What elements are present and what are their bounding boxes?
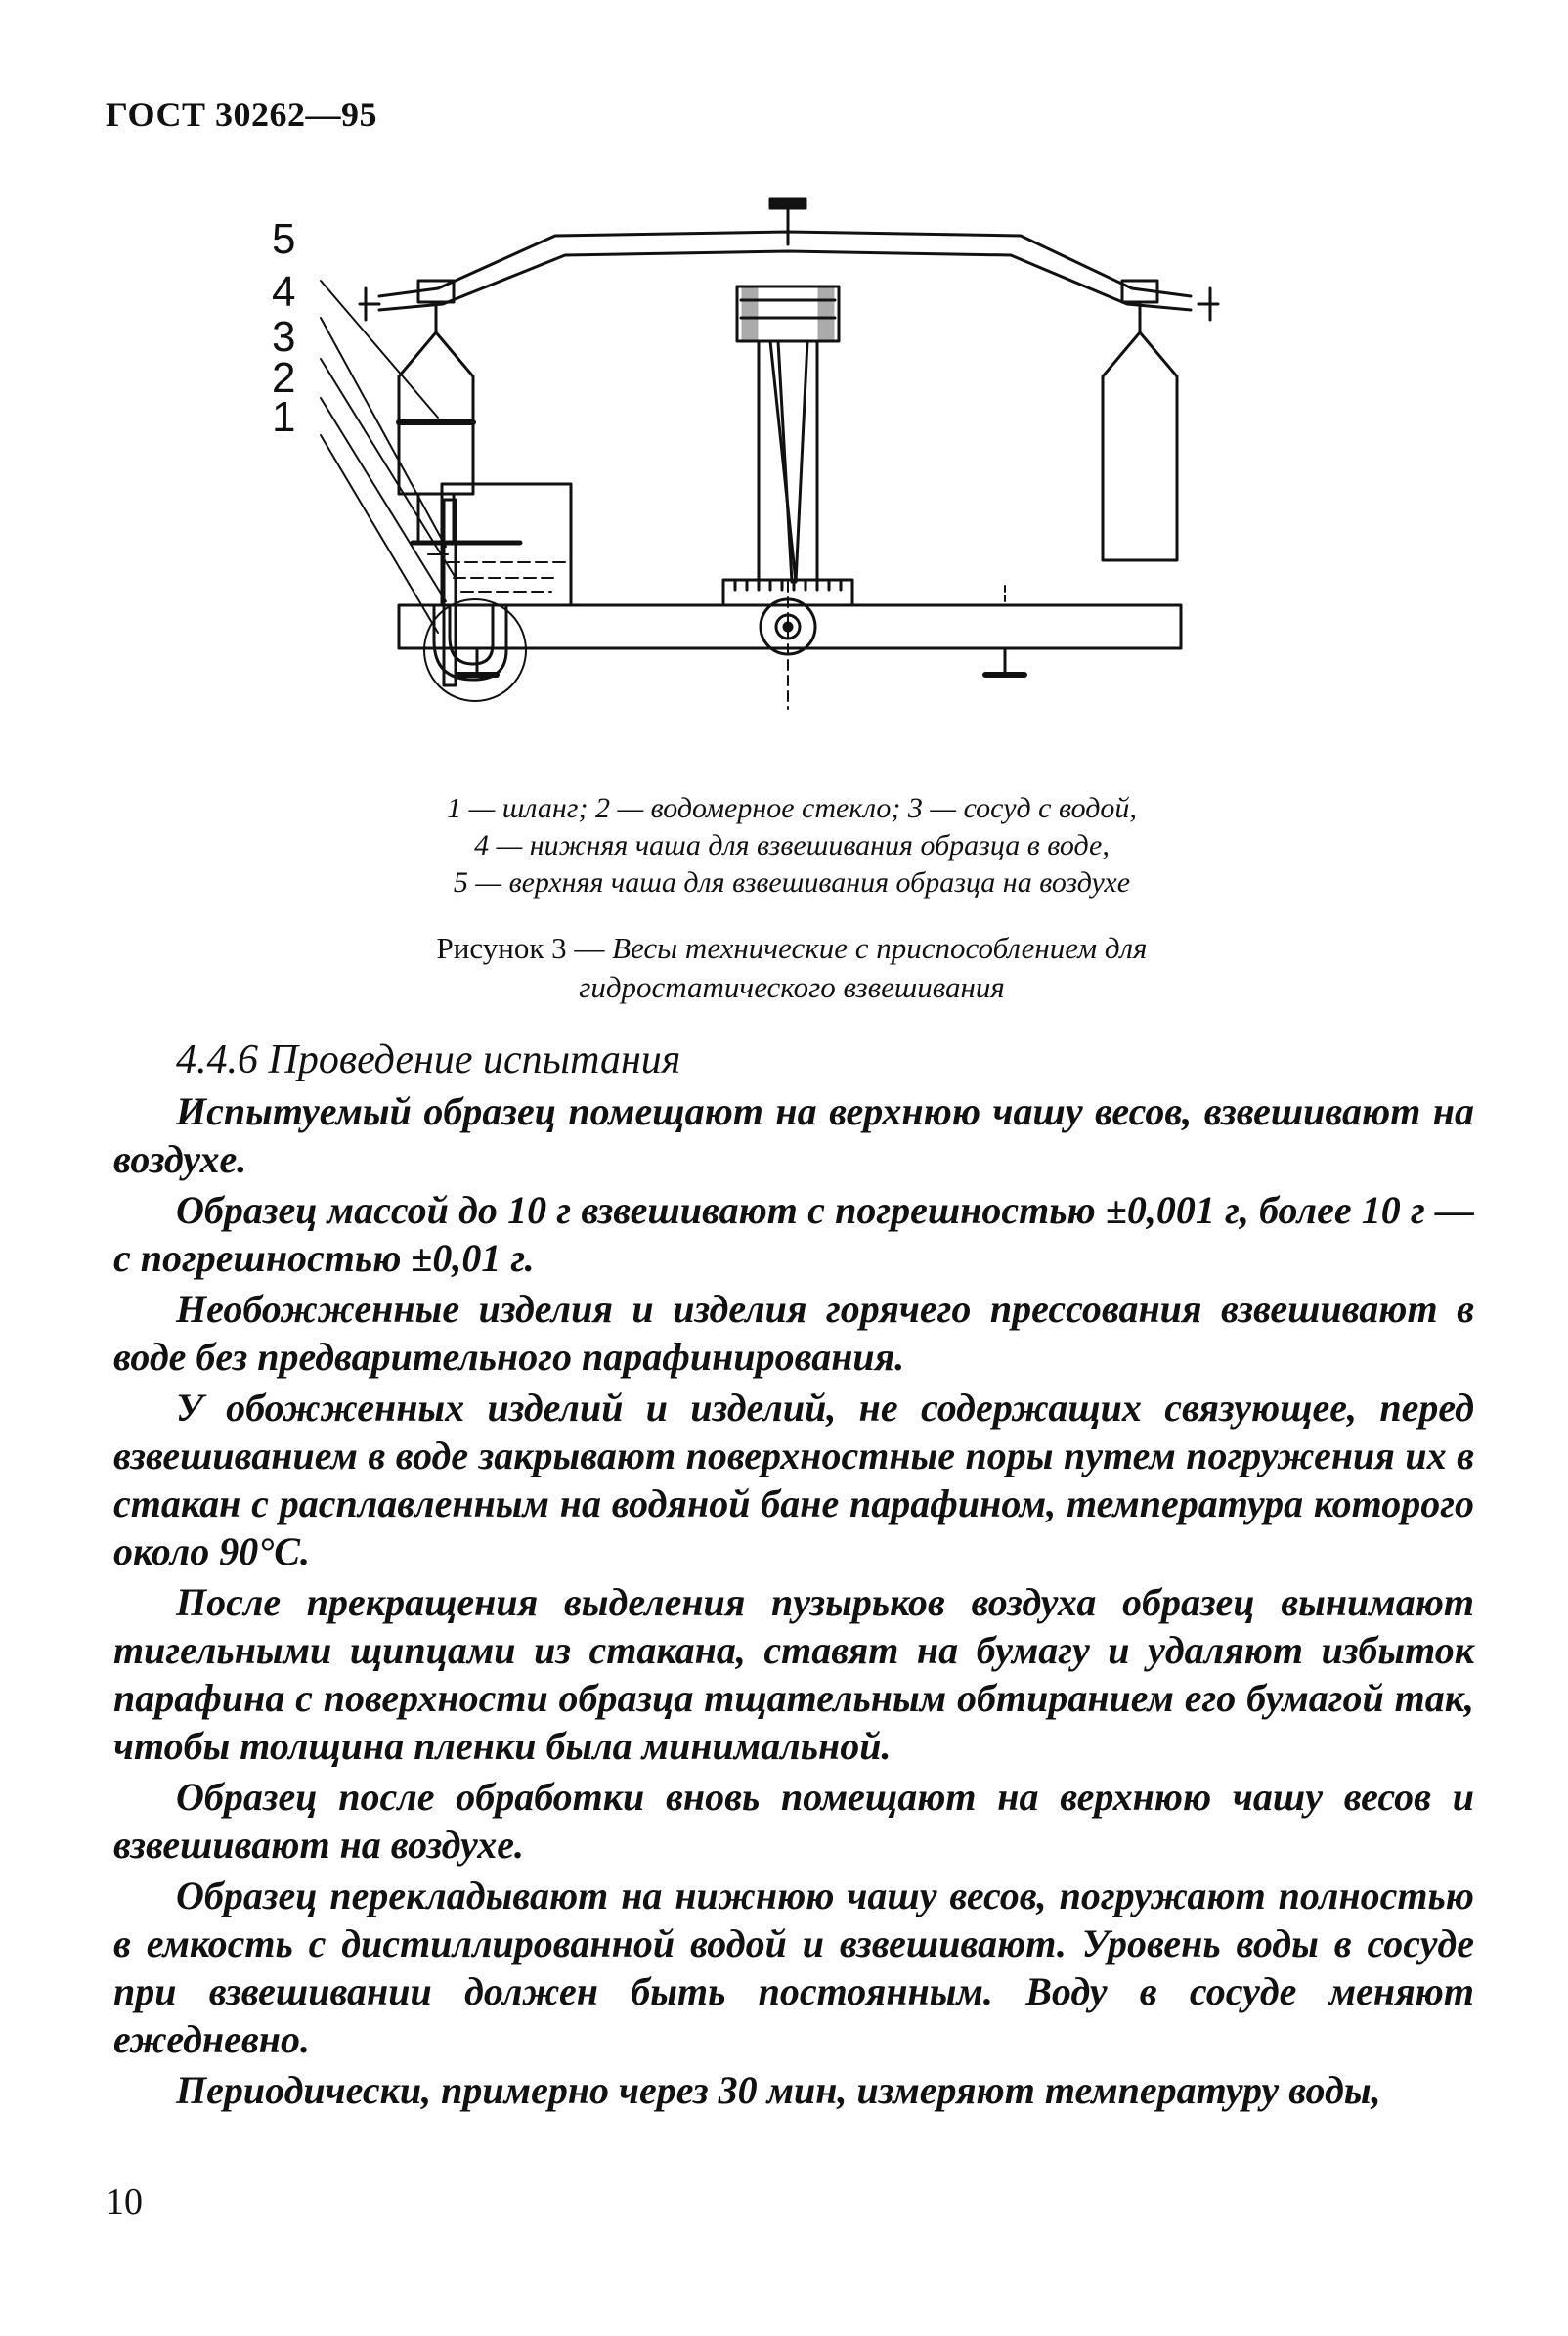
section-heading: 4.4.6 Проведение испытания — [176, 1037, 681, 1082]
figure-title-line-2: гидростатического взвешивания — [579, 970, 1005, 1004]
figure-title — [254, 929, 1329, 1007]
figure-number: Рисунок 3 — — [436, 931, 605, 965]
figure-label-5: 5 — [272, 215, 296, 263]
paragraph: Образец после обработки вновь помещают на верхнюю чашу весов и взвешивают на воздухе. — [113, 1775, 1474, 1867]
figure-label-4: 4 — [272, 268, 296, 316]
figure-balance-diagram — [272, 191, 1220, 753]
balance-drawing — [272, 191, 1220, 753]
paragraph: Образец перекладывают на нижнюю чашу весов, погружают полностью в емкость с дистиллированной водой и взвешивают. Уровень воды в сосуде при взвешивании должен быть постоянным. Воду в сосуде меняют ежедневно. — [113, 1873, 1474, 2061]
figure-label-1: 1 — [272, 393, 296, 441]
paragraph: Испытуемый образец помещают на верхнюю чашу весов, взвешивают на воздухе. — [113, 1089, 1474, 1181]
document-header: ГОСТ 30262—95 — [106, 95, 377, 134]
figure-label-2: 2 — [272, 354, 296, 402]
figure-label-3: 3 — [272, 313, 296, 361]
figure-legend-line: 1 — шланг; 2 — водомерное стекло; 3 — сосуд с водой, — [447, 792, 1137, 824]
paragraph: У обожженных изделий и изделий, не содержащих связующее, перед взвешиванием в воде закрывают поверхностные поры путем погружения их в стакан с расплавленным на водяной бане парафином, температура которого около 90°С. — [113, 1386, 1474, 1573]
paragraph: Периодически, примерно через 30 мин, измеряют температуру воды, — [176, 2068, 1381, 2112]
figure-legend-line: 4 — нижняя чаша для взвешивания образца в воде, — [474, 829, 1110, 861]
paragraph: Образец массой до 10 г взвешивают с погрешностью ±0,001 г, более 10 г — с погрешностью ±0,01 г. — [113, 1188, 1474, 1280]
body-text — [113, 1087, 1474, 2117]
page-number: 10 — [106, 2182, 143, 2223]
figure-title-line-1: Весы технические с приспособлением для — [612, 931, 1148, 965]
paragraph: После прекращения выделения пузырьков воздуха образец вынимают тигельными щипцами из стакана, ставят на бумагу и удаляют избыток парафина с поверхности образца тщательным обтиранием его бумагой так, чтобы толщина пленки была минимальной. — [113, 1580, 1474, 1768]
figure-legend-line: 5 — верхняя чаша для взвешивания образца на воздухе — [453, 866, 1131, 899]
paragraph: Необожженные изделия и изделия горячего прессования взвешивают в воде без предварительного парафинирования. — [113, 1287, 1474, 1379]
figure-legend — [254, 790, 1329, 902]
